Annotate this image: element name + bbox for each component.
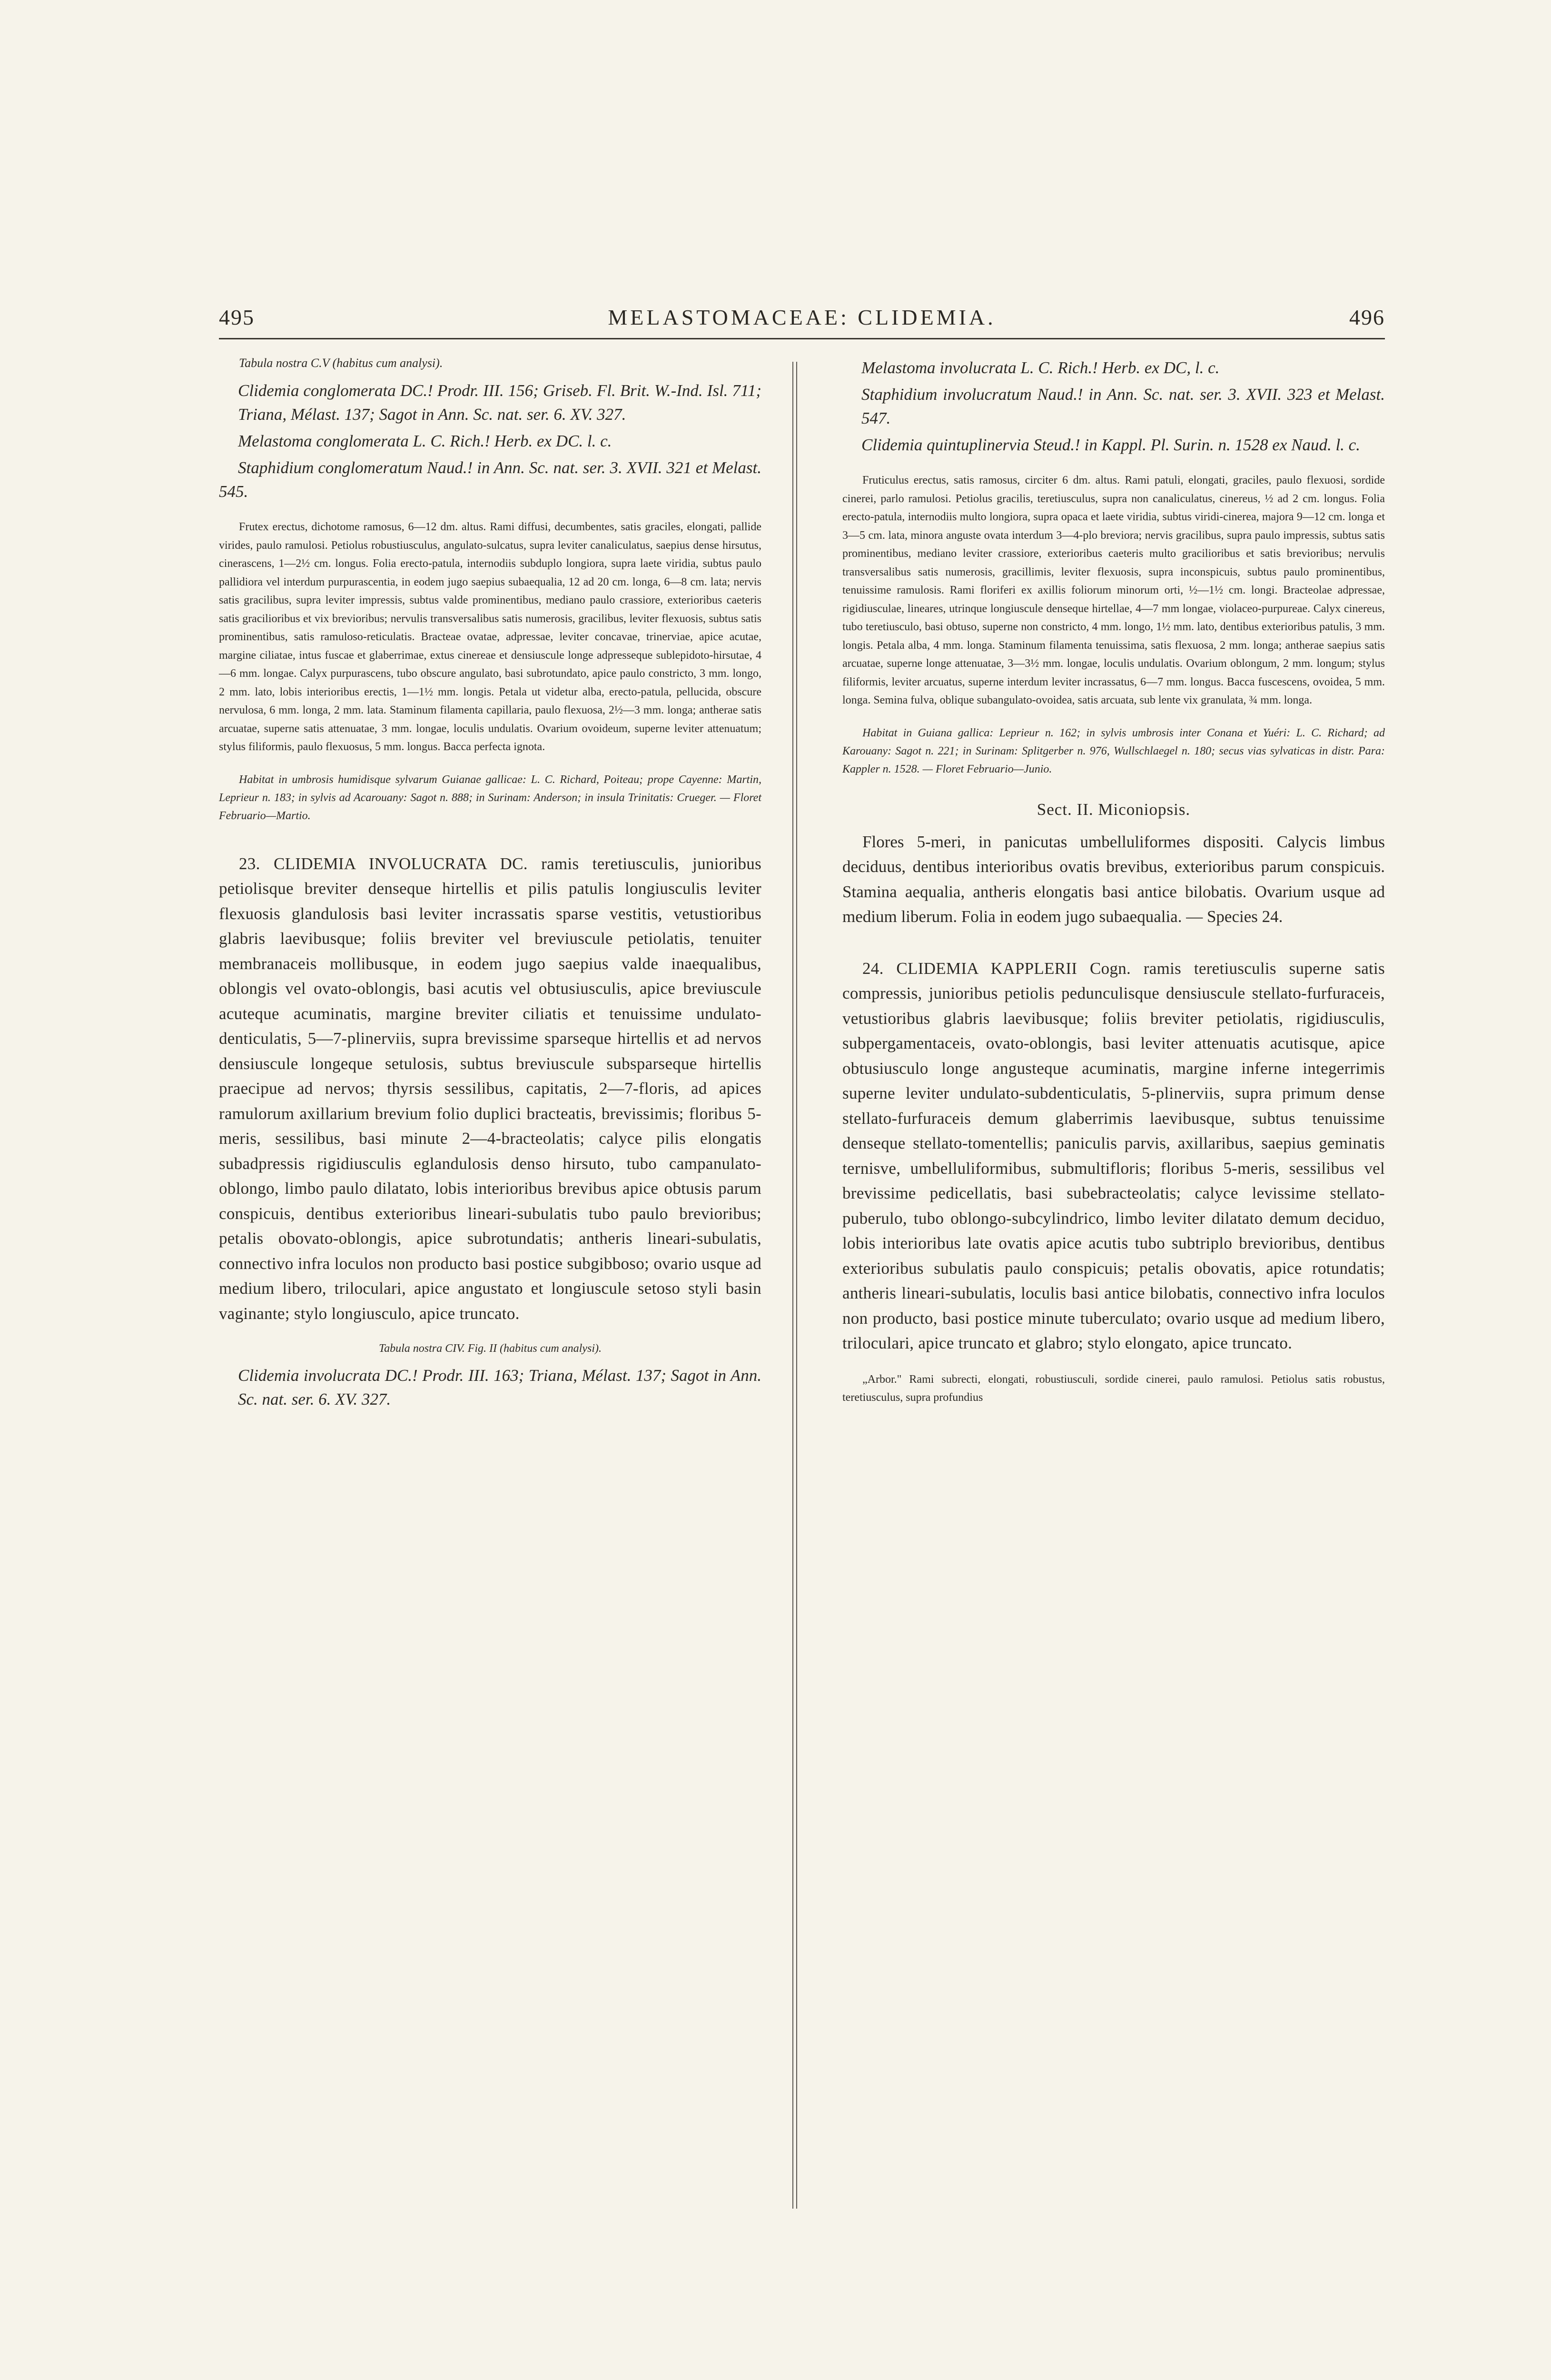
page-number-right: 496 — [1349, 305, 1385, 329]
page-header — [219, 305, 1385, 343]
synonym-citation: Melastoma involucrata L. C. Rich.! Herb. ex DC, l. c. — [861, 358, 1220, 377]
synonym-citation: Staphidium involucratum Naud.! in Ann. Sc. nat. ser. 3. XVII. 323 et Melast. 547. — [861, 385, 1385, 427]
habitat-note: Habitat in Guiana gallica: Leprieur n. 162; in sylvis umbrosis inter Conana et Yuéri: L. C. Richard; ad Karouany: Sagot n. 221; in Surinam: Splitgerber n. 976, Wullschlaegel n. 180; secus vias sylvaticas in distr. Para: Kappler n. 1528. — Floret Februario—Junio. — [842, 726, 1385, 775]
habitat-note: Habitat in umbrosis humidisque sylvarum Guianae gallicae: L. C. Richard, Poiteau; prope Cayenne: Martin, Leprieur n. 183; in sylvis ad Acarouany: Sagot n. 888; in Surinam: Anderson; in insula Trinitatis: Crueger. — Floret Februario—Martio. — [219, 773, 761, 822]
running-title: MELASTOMACEAE: CLIDEMIA. — [608, 305, 996, 329]
header-rule — [219, 338, 1385, 339]
synonym-citation: Clidemia conglomerata DC.! Prodr. III. 156; Griseb. Fl. Brit. W.-Ind. Isl. 711; Triana, Mélast. 137; Sagot in Ann. Sc. nat. ser. 6. XV. 327. — [238, 381, 761, 424]
synonym-citation: Clidemia quintuplinervia Steud.! in Kappl. Pl. Surin. n. 1528 ex Naud. l. c. — [861, 436, 1360, 454]
synonym-citation: Melastoma conglomerata L. C. Rich.! Herb. ex DC. l. c. — [238, 432, 612, 450]
table-reference: Tabula nostra C.V (habitus cum analysi). — [239, 356, 443, 370]
page-number-left: 495 — [219, 305, 255, 329]
section-description: Flores 5-meri, in panicutas umbelluliformes dispositi. Calycis limbus deciduus, dentibus interioribus ovatis brevibus, exterioribus parum conspicuis. Stamina aequalia, antheris elongatis basi antice bilobatis. Ovarium usque ad medium liberum. Folia in eodem jugo subaequalia. — Species 24. — [842, 832, 1385, 926]
column-divider — [792, 362, 793, 2209]
right-column — [842, 352, 1385, 1407]
section-heading: Sect. II. Miconiopsis. — [1037, 800, 1191, 819]
table-reference: Tabula nostra CIV. Fig. II (habitus cum analysi). — [378, 1342, 602, 1355]
left-column — [219, 352, 761, 1414]
species-diagnosis: 24. CLIDEMIA KAPPLERII Cogn. ramis teretiusculis superne satis compressis, junioribus petiolis pedunculisque densiuscule stellato-furfuraceis, vetustioribus glabris laevibusque; foliis breviter petiolatis, rigidiusculis, subpergamentaceis, ovato-oblongis, basi leviter attenuatis acutisque, apice obtusiusculo longe angusteque acuminatis, margine inferne integerrimis superne leviter undulato-subdenticulatis, 5-plinerviis, supra primum dense stellato-furfuraceis demum glaberrimis laevibusque, subtus tenuissime denseque stellato-tomentellis; paniculis parvis, axillaribus, saepius geminatis ternisve, umbelluliformibus, submultifloris; floribus 5-meris, sessilibus vel brevissime pedicellatis, basi subebracteolatis; calyce levissime stellato-puberulo, tubo oblongo-subcylindrico, limbo leviter dilatato demum deciduo, lobis interioribus late ovatis apice acutis tubo subtriplo brevioribus, dentibus exterioribus subulatis paulo conspicuis; petalis obovatis, apice rotundatis; antheris lineari-subulatis, loculis basi antice bilobatis, connectivo infra loculos non producto, basi postice minute tuberculato; ovario usque ad medium libero, triloculari, apice truncato et glabro; stylo elongato, apice truncato. — [842, 959, 1385, 1352]
column-divider — [796, 362, 797, 2209]
species-description: Frutex erectus, dichotome ramosus, 6—12 dm. altus. Rami diffusi, decumbentes, satis graciles, elongati, pallide virides, paulo ramulosi. Petiolus robustiusculus, angulato-sulcatus, supra leviter canaliculatus, saepius dense hirsutus, cinerascens, 1—2½ cm. longus. Folia erecto-patula, internodiis subduplo longiora, supra laete viridia, subtus paulo pallidiora vel interdum purpurascentia, in eodem jugo saepius subaequalia, 12 ad 20 cm. longa, 6—8 cm. lata; nervis satis gracilibus, supra leviter impressis, subtus valde prominentibus, mediano paulo crassiore, exterioribus caeteris satis gracilioribus et vix brevioribus; nervulis transversalibus satis numerosis, gracilibus, leviter flexuosis, subtus satis prominentibus, satis ramuloso-reticulatis. Bracteae ovatae, adpressae, leviter concavae, trinerviae, apice acutae, margine ciliatae, intus fuscae et glaberrimae, extus cinereae et densiuscule longe adpresseque sublepidoto-hirsutae, 4—6 mm. longae. Calyx purpurascens, tubo obscure angulato, basi subrotundato, apice paulo constricto, 3 mm. longo, 2 mm. lato, lobis interioribus erectis, 1—1½ mm. longis. Petala ut videtur alba, erecto-patula, pellucida, obscure nervulosa, 6 mm. longa, 2 mm. lata. Staminum filamenta capillaria, paulo flexuosa, 2½—3 mm. longa; antherae satis arcuatae, superne satis attenuatae, 3 mm. longae, loculis undulatis. Ovarium ovoideum, superne leviter attenuatum; stylus filiformis, paulo flexuosus, 5 mm. longus. Bacca perfecta ignota. — [219, 521, 761, 753]
species-description: „Arbor." Rami subrecti, elongati, robustiusculi, sordide cinerei, paulo ramulosi. Petiolus satis robustus, teretiusculus, supra profundius — [842, 1373, 1385, 1404]
species-description: Fruticulus erectus, satis ramosus, circiter 6 dm. altus. Rami patuli, elongati, graciles, paulo flexuosi, sordide cinerei, parlo ramulosi. Petiolus gracilis, teretiusculus, supra non canaliculatus, cinereus, ½ ad 2 cm. longus. Folia erecto-patula, internodiis multo longiora, supra opaca et laete viridia, subtus viridi-cinerea, majora 9—12 cm. longa et 3—5 cm. lata, minora anguste ovata interdum 3—4-plo breviora; nervis gracilibus, supra paulo impressis, subtus satis prominentibus, mediano leviter crassiore, exterioribus caeteris multo gracilioribus et satis brevioribus; nervulis transversalibus satis numerosis, gracillimis, leviter flexuosis, supra inconspicuis, subtus paulo prominentibus, tenuissime ramulosis. Rami floriferi ex axillis foliorum minorum orti, ½—1½ cm. longi. Bracteolae adpressae, rigidiusculae, lineares, utrinque longiuscule denseque hirtellae, 4—7 mm longae, violaceo-purpureae. Calyx cinereus, tubo teretiusculo, basi obtuso, superne non constricto, 4 mm. longo, 1½ mm. lato, dentibus exterioribus patulis, 3 mm. longis. Petala alba, 4 mm. longa. Staminum filamenta tenuissima, satis flexuosa, 2 mm. longa; antherae saepius satis arcuatae, superne longe attenuatae, 3—3½ mm. longae, loculis undulatis. Ovarium oblongum, 2 mm. longum; stylus filiformis, leviter arcuatus, superne interdum leviter incrassatus, 6—7 mm. longus. Bacca fuscescens, ovoidea, 5 mm. longa. Semina fulva, oblique subangulato-ovoidea, satis arcuata, sub lente vix granulata, ¾ mm. longa. — [842, 474, 1385, 706]
synonym-citation: Staphidium conglomeratum Naud.! in Ann. Sc. nat. ser. 3. XVII. 321 et Melast. 545. — [219, 458, 761, 501]
synonym-citation: Clidemia involucrata DC.! Prodr. III. 163; Triana, Mélast. 137; Sagot in Ann. Sc. nat. ser. 6. XV. 327. — [238, 1366, 761, 1408]
species-diagnosis: 23. CLIDEMIA INVOLUCRATA DC. ramis teretiusculis, junioribus petiolisque breviter denseque hirtellis et pilis patulis longiusculis leviter flexuosis glandulosis basi leviter incrassatis sparse vestitis, vetustioribus glabris laevibusque; foliis breviter vel breviuscule petiolatis, tenuiter membranaceis mollibusque, in eodem jugo saepius valde inaequalibus, oblongis vel ovato-oblongis, basi acutis vel obtusiusculis, apice breviuscule acuteque acuminatis, margine breviter ciliatis et tenuissime undulato-denticulatis, 5—7-plinerviis, supra brevissime sparseque hirtellis et ad nervos densiuscule longeque setulosis, subtus breviuscule subsparseque hirtellis praecipue ad nervos; thyrsis sessilibus, capitatis, 2—7-floris, ad apices ramulorum axillarium brevium folio duplici bracteatis, brevissimis; floribus 5-meris, sessilibus, basi minute 2—4-bracteolatis; calyce pilis elongatis subadpressis rigidiusculis eglandulosis denso hirsuto, tubo campanulato-oblongo, limbo paulo dilatato, lobis interioribus brevibus apice obtusis parum conspicuis, dentibus exterioribus lineari-subulatis tubo paulo brevioribus; petalis obovato-oblongis, apice subrotundatis; antheris lineari-subulatis, connectivo infra loculos non producto basi postice subgibboso; ovario usque ad medium libero, triloculari, apice angustato et longiuscule setoso styli basin vaginante; stylo longiusculo, apice truncato. — [219, 854, 761, 1323]
